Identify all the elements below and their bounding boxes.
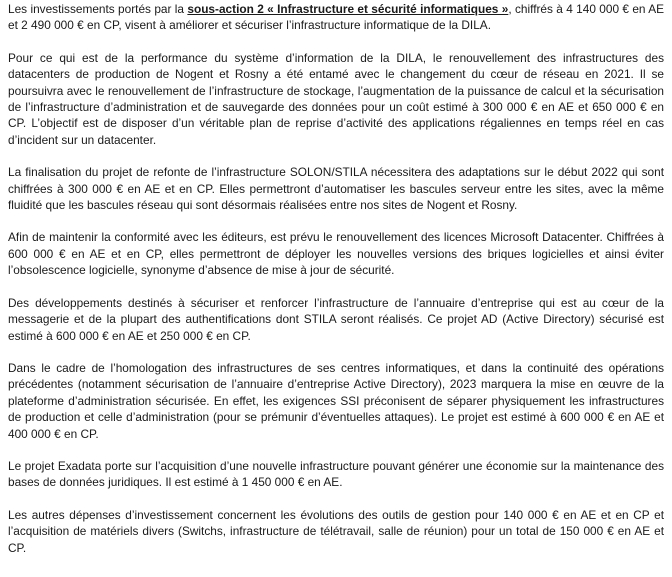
paragraph-performance-si: Pour ce qui est de la performance du système d’information de la DILA, le renouvellement des infrastructures des datacenters de production de Nogent et Rosny a été entamé avec le changement du cœur de réseau en 2021. Il se poursuivra avec le renouvellement de l’infrastructure de stockage, l’augmentation de la puissance de calcul et la sécurisation de l’infrastructure d’administration et de sauvegarde des données pour un coût estimé à 300 000 € en AE et 650 000 € en CP. L’objectif est de disposer d’un véritable plan de reprise d’activité des applications régaliennes en temps réel en cas d’incident sur un datacenter. [8, 50, 664, 147]
paragraph-solon-stila: La finalisation du projet de refonte de l’infrastructure SOLON/STILA nécessitera des adaptations sur le début 2022 qui sont chiffrées à 300 000 € en AE et en CP. Elles permettront d’automatiser les bascules serveur entre les sites, avec la même fluidité que les bascules réseau qui sont désormais réalisées entre nos sites de Nogent et Rosny. [8, 165, 664, 213]
paragraph-exadata: Le projet Exadata porte sur l’acquisition d’une nouvelle infrastructure pouvant générer une économie sur la maintenance des bases de données juridiques. Il est estimé à 1 450 000 € en AE. [8, 458, 664, 490]
paragraph-lead-text: Les investissements portés par la [8, 2, 188, 16]
sous-action-title: sous-action 2 « Infrastructure et sécurité informatiques » [187, 2, 509, 16]
paragraph-active-directory: Des développements destinés à sécuriser et renforcer l’infrastructure de l’annuaire d’entreprise qui est au cœur de la messagerie et de la plupart des authentifications dont STILA seront réalisés. Ce projet AD (Active Directory) sécurisé est estimé à 600 000 € en AE et 250 000 € en CP. [8, 295, 664, 343]
document-body [8, 1, 664, 572]
paragraph-licences-microsoft: Afin de maintenir la conformité avec les éditeurs, est prévu le renouvellement des licences Microsoft Datacenter. Chiffrées à 600 000 € en AE et en CP, elles permettront de déployer les nouvelles versions des briques logicielles et ainsi éviter l’obsolescence logicielle, synonyme d’absence de mise à jour de sécurité. [8, 230, 664, 278]
paragraph-tail-text: , chiffrés à 4 140 000 € en AE et 2 490 000 € en CP, visent à améliorer et sécuriser l’infrastructure informatique de la DILA. [8, 2, 665, 33]
paragraph-homologation: Dans le cadre de l’homologation des infrastructures de ses centres informatiques, et dans la continuité des opérations précédentes (notamment sécurisation de l’annuaire d’entreprise Active Directory), 2023 marquera la mise en œuvre de la plateforme d’administration sécurisée. En effet, les exigences SSI préconisent de séparer physiquement les infrastructures de production et celle d’administration (pour se prémunir d’éventuelles attaques). Le projet est estimé à 600 000 € en AE et 400 000 € en CP. [8, 360, 664, 441]
paragraph-autres-depenses: Les autres dépenses d’investissement concernent les évolutions des outils de gestion pour 140 000 € en AE et en CP et l’acquisition de matériels divers (Switchs, infrastructure de télétravail, salle de réunion) pour un total de 150 000 € en AE et CP. [8, 507, 664, 555]
paragraph-sous-action-2 [8, 1, 664, 34]
